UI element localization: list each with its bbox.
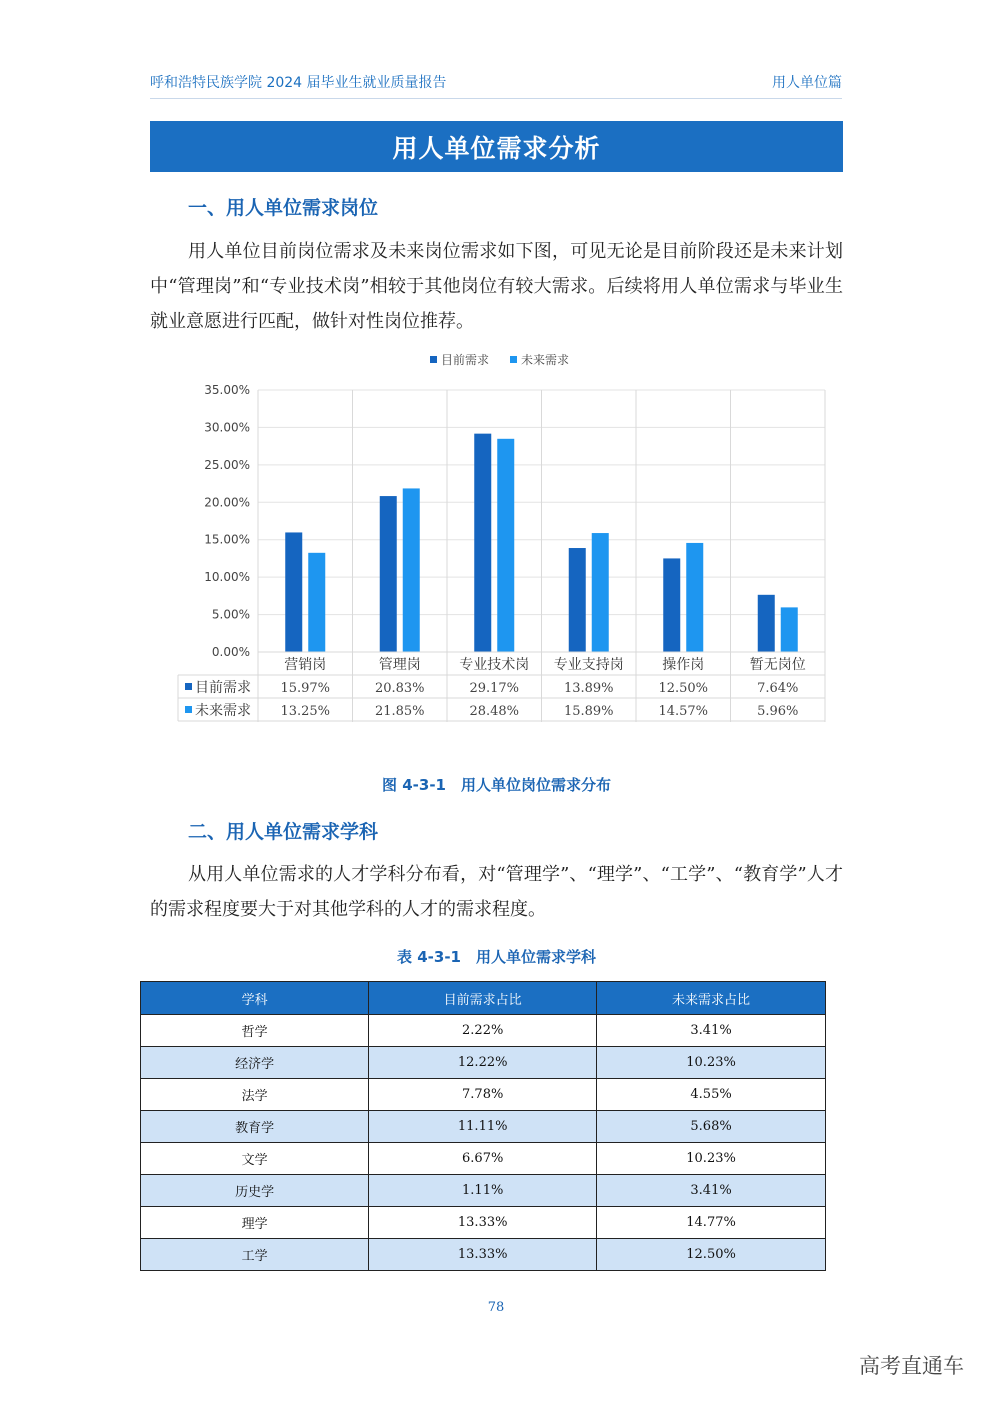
table-legend-swatch bbox=[185, 683, 192, 690]
bar bbox=[474, 434, 491, 652]
page-number: 78 bbox=[487, 1300, 505, 1315]
y-tick-label: 20.00% bbox=[204, 495, 250, 510]
data-label: 20.83% bbox=[374, 681, 425, 696]
table-row bbox=[141, 1047, 826, 1079]
y-tick-label: 15.00% bbox=[204, 532, 250, 547]
y-tick-label: 35.00% bbox=[204, 383, 250, 397]
bar bbox=[592, 533, 609, 652]
header-report-title: 呼和浩特民族学院 2024 届毕业生就业质量报告 bbox=[150, 75, 447, 91]
table-cell: 14.77% bbox=[597, 1207, 826, 1239]
table-cell: 3.41% bbox=[597, 1015, 826, 1047]
data-label: 14.57% bbox=[658, 704, 709, 719]
y-tick-label: 25.00% bbox=[204, 457, 250, 472]
section1-paragraph-text: 用人单位目前岗位需求及未来岗位需求如下图，可见无论是目前阶段还是未来计划中“管理岗”和“专业技术岗”相较于其他岗位有较大需求。后续将用人单位需求与毕业生就业意愿进行匹配，做针对性岗位推荐。 bbox=[150, 241, 843, 332]
table-cell: 10.23% bbox=[597, 1047, 826, 1079]
bar bbox=[781, 607, 798, 652]
legend-swatch bbox=[510, 356, 517, 363]
table-cell: 10.23% bbox=[597, 1143, 826, 1175]
table-cell: 6.67% bbox=[369, 1143, 597, 1175]
data-label: 5.96% bbox=[757, 704, 799, 719]
data-label: 12.50% bbox=[658, 681, 709, 696]
section1-heading: 一、用人单位需求岗位 bbox=[188, 197, 379, 219]
table-cell: 哲学 bbox=[141, 1015, 369, 1047]
table-cell: 文学 bbox=[141, 1143, 369, 1175]
legend-label: 目前需求 bbox=[441, 353, 490, 367]
header-section-name: 用人单位篇 bbox=[772, 75, 842, 91]
table-series-label: 未来需求 bbox=[195, 703, 251, 719]
figure-caption: 图 4-3-1 用人单位岗位需求分布 bbox=[382, 776, 611, 794]
table-cell: 2.22% bbox=[369, 1015, 597, 1047]
legend-label: 未来需求 bbox=[521, 353, 570, 367]
table-cell: 5.68% bbox=[597, 1111, 826, 1143]
table-cell: 法学 bbox=[141, 1079, 369, 1111]
table-row bbox=[141, 1111, 826, 1143]
data-label: 15.97% bbox=[280, 681, 331, 696]
table-cell: 历史学 bbox=[141, 1175, 369, 1207]
header-divider bbox=[150, 98, 842, 99]
y-tick-label: 10.00% bbox=[204, 570, 250, 585]
chapter-banner: 用人单位需求分析 bbox=[150, 121, 843, 172]
x-category-label: 专业支持岗 bbox=[553, 657, 624, 673]
job-demand-chart bbox=[175, 345, 835, 730]
table-cell: 13.33% bbox=[369, 1207, 597, 1239]
data-label: 13.25% bbox=[280, 704, 331, 719]
x-category-label: 营销岗 bbox=[284, 657, 327, 673]
bar bbox=[663, 558, 680, 652]
subject-demand-table bbox=[140, 981, 826, 1271]
section2-paragraph bbox=[150, 857, 843, 927]
data-label: 21.85% bbox=[374, 704, 425, 719]
y-tick-label: 5.00% bbox=[211, 607, 250, 622]
table-row bbox=[141, 1207, 826, 1239]
table-row bbox=[141, 1079, 826, 1111]
section1-paragraph bbox=[150, 234, 843, 339]
data-label: 29.17% bbox=[469, 681, 520, 696]
bar bbox=[758, 595, 775, 652]
table-row bbox=[141, 1175, 826, 1207]
data-label: 7.64% bbox=[757, 681, 799, 696]
table-cell: 经济学 bbox=[141, 1047, 369, 1079]
x-category-label: 操作岗 bbox=[662, 657, 705, 673]
table-cell: 13.33% bbox=[369, 1239, 597, 1271]
bar bbox=[308, 553, 325, 652]
table-row bbox=[141, 1015, 826, 1047]
bar bbox=[380, 496, 397, 652]
table-header-cell: 目前需求占比 bbox=[369, 982, 597, 1015]
y-tick-label: 0.00% bbox=[211, 645, 250, 659]
table-caption: 表 4-3-1 用人单位需求学科 bbox=[397, 948, 596, 966]
section2-heading: 二、用人单位需求学科 bbox=[188, 821, 379, 843]
x-category-label: 专业技术岗 bbox=[459, 657, 530, 673]
bar bbox=[497, 439, 514, 652]
table-cell: 11.11% bbox=[369, 1111, 597, 1143]
table-legend-swatch bbox=[185, 706, 192, 713]
bar bbox=[686, 543, 703, 652]
table-cell: 教育学 bbox=[141, 1111, 369, 1143]
table-row bbox=[141, 1143, 826, 1175]
table-row bbox=[141, 1239, 826, 1271]
table-cell: 12.22% bbox=[369, 1047, 597, 1079]
bar bbox=[569, 548, 586, 652]
data-label: 28.48% bbox=[469, 704, 520, 719]
table-cell: 12.50% bbox=[597, 1239, 826, 1271]
table-series-label: 目前需求 bbox=[195, 680, 251, 696]
x-category-label: 暂无岗位 bbox=[749, 657, 806, 673]
legend-swatch bbox=[430, 356, 437, 363]
section2-paragraph-text: 从用人单位需求的人才学科分布看，对“管理学”、“理学”、“工学”、“教育学”人才的需求程度要大于对其他学科的人才的需求程度。 bbox=[150, 864, 843, 920]
data-label: 15.89% bbox=[563, 704, 614, 719]
watermark-text: 高考直通车 bbox=[859, 1354, 964, 1378]
table-cell: 3.41% bbox=[597, 1175, 826, 1207]
table-cell: 1.11% bbox=[369, 1175, 597, 1207]
table-cell: 工学 bbox=[141, 1239, 369, 1271]
bar bbox=[285, 532, 302, 652]
table-cell: 4.55% bbox=[597, 1079, 826, 1111]
bar bbox=[403, 488, 420, 652]
x-category-label: 管理岗 bbox=[378, 657, 421, 673]
y-tick-label: 30.00% bbox=[204, 420, 250, 435]
table-header-cell: 学科 bbox=[141, 982, 369, 1015]
data-label: 13.89% bbox=[563, 681, 614, 696]
table-header-cell: 未来需求占比 bbox=[597, 982, 826, 1015]
table-header-row bbox=[141, 982, 826, 1015]
table-cell: 理学 bbox=[141, 1207, 369, 1239]
table-cell: 7.78% bbox=[369, 1079, 597, 1111]
